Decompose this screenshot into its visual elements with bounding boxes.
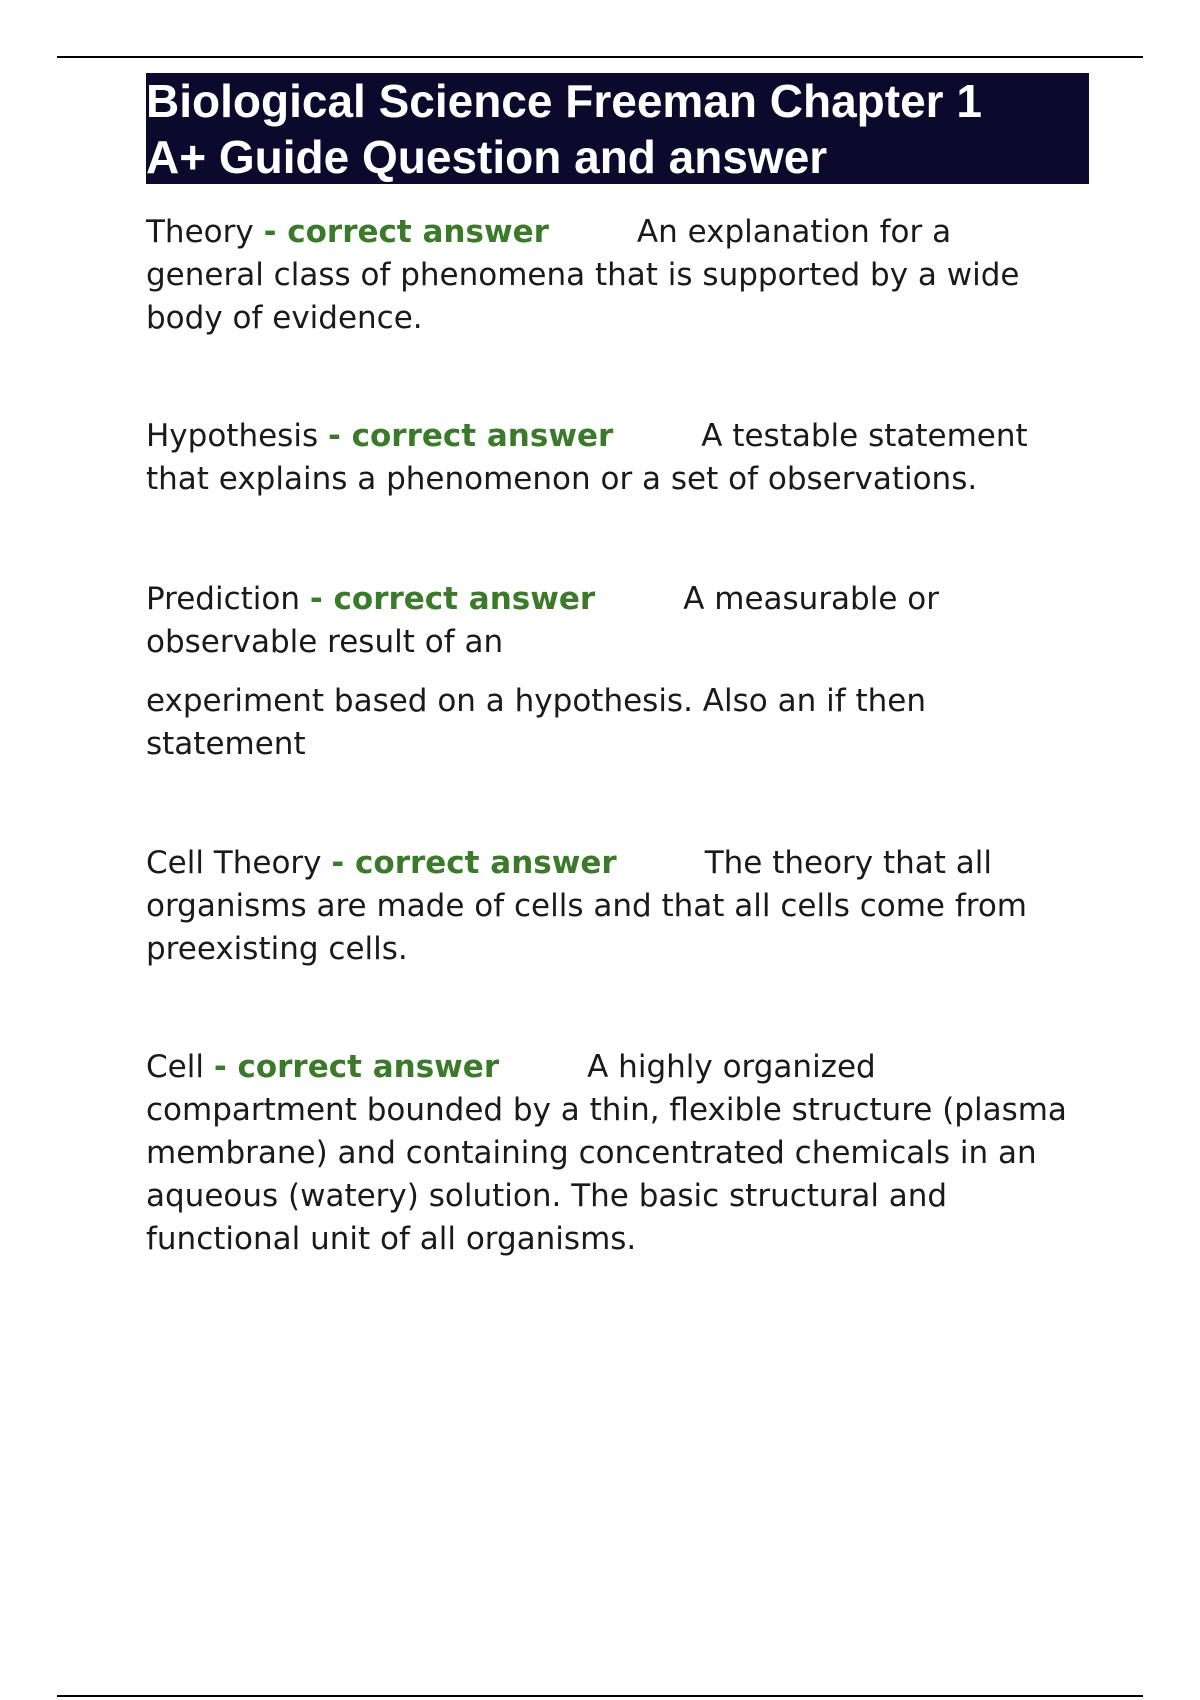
qa-entry-theory (146, 211, 1076, 340)
title-line-2: A+ Guide Question and answer (146, 131, 828, 183)
bottom-rule (57, 1695, 1143, 1697)
entry-definition: A highly organized compartment bounded by a thin, flexible structure (plasma membrane) and containing concentrated chemicals in an aqueous (watery) solution. The basic structural and functional unit of all organisms. (146, 1049, 1067, 1257)
title-line-1: Biological Science Freeman Chapter 1 (146, 75, 982, 127)
entry-definition-continuation: experiment based on a hypothesis. Also an if then statement (146, 683, 926, 762)
entry-definition: The theory that all organisms are made of cells and that all cells come from preexisting cells. (146, 845, 1028, 967)
document-title (146, 73, 1089, 184)
entry-definition: An explanation for a general class of phenomena that is supported by a wide body of evidence. (146, 214, 1020, 336)
correct-answer-label: - correct answer (309, 581, 596, 617)
qa-entry-prediction (146, 578, 1076, 766)
correct-answer-label: - correct answer (331, 845, 617, 881)
correct-answer-label: - correct answer (327, 418, 614, 454)
correct-answer-label: - correct answer (263, 214, 549, 250)
qa-entry-hypothesis (146, 415, 1076, 501)
qa-entry-cell-theory (146, 842, 1076, 971)
entry-term: Cell (146, 1049, 204, 1085)
entry-definition: A testable statement that explains a phenomenon or a set of observations. (146, 418, 1028, 497)
entry-term: Prediction (146, 581, 301, 617)
correct-answer-label: - correct answer (213, 1049, 500, 1085)
entry-definition: A measurable or observable result of an (146, 581, 939, 660)
entry-term: Hypothesis (146, 418, 319, 454)
top-rule (57, 56, 1143, 58)
entry-term: Theory (146, 214, 254, 250)
entry-term: Cell Theory (146, 845, 322, 881)
qa-entry-cell (146, 1046, 1076, 1261)
